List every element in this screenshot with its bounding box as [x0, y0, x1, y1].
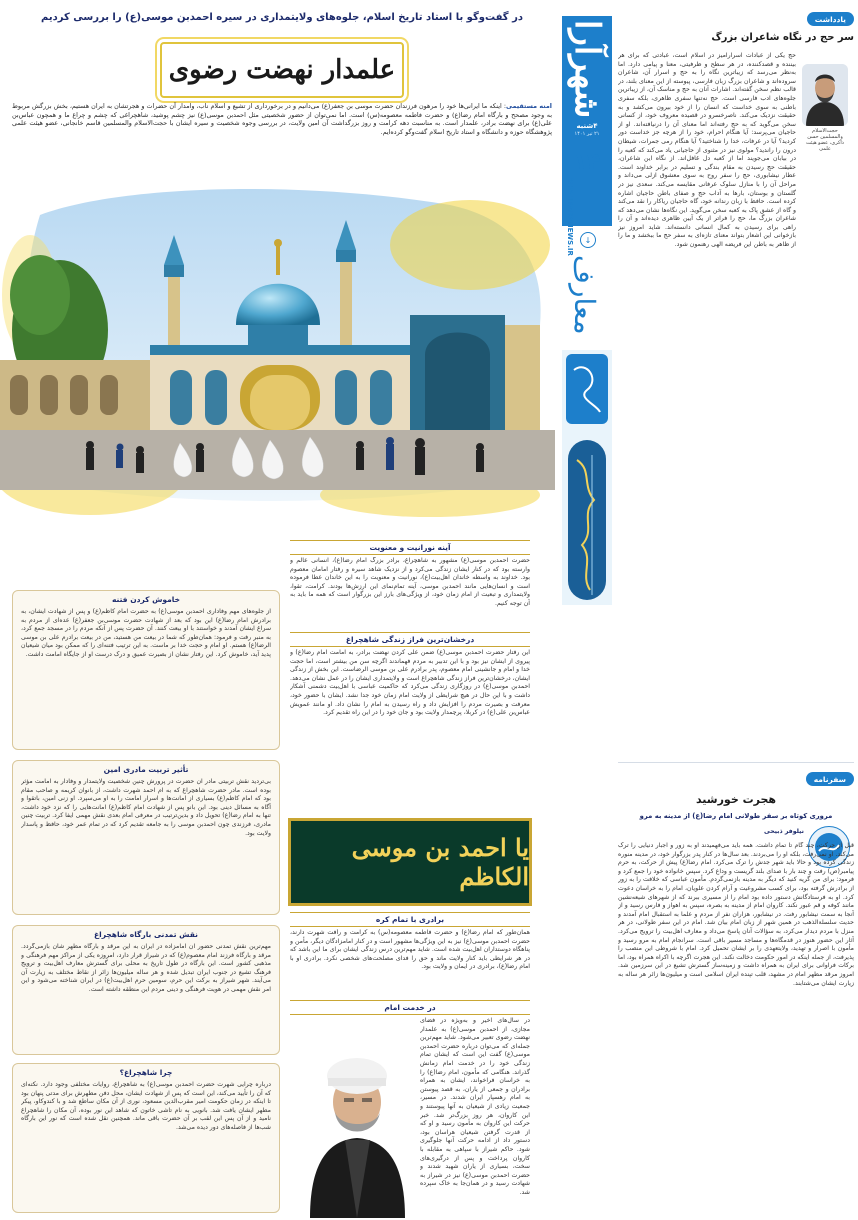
- shrine-photo: [0, 175, 555, 520]
- section-silence-title: خاموش کردن فتنه: [112, 595, 180, 604]
- section-brotherhood-text: همان‌طور که امام رضا(ع) و حضرت فاطمه معصومه(س) به کرامت و رأفت شهرت دارند، حضرت احمدبن موسی(ع) نیز به این ویژگی‌ها مشهور است و در کنار امامزادگان دیگر، مأمن و پناهگاه دوستداران اهل‌بیت شده است. شاید مهم‌ترین درس زندگی ایشان برای ما این باشد که در هر شرایطی باید کنار ولایت ماند و حق را فدای مصلحت‌های شخصی نکرد. برادری او با امام رضا(ع)، برادری در ایمان و ولایت بود.: [290, 929, 530, 971]
- section-why-name-text: درباره چرایی شهرت حضرت احمدبن موسی(ع) به شاهچراغ، روایات مختلفی وجود دارد. نکته‌ای که آن را تأیید می‌کند، این است که پس از شهادت ایشان، محل دفن مطهرش برای مدتی پنهان بود تا اینکه در زمان حکومت امیر مقرب‌الدین مسعود، نوری از آن مکان ساطع شد و با کندوکاو، پیکر مطهر ایشان یافت شد. بانویی به نام تاشی خاتون که شاهد این نور بوده، آن مکان را شاهچراغ نامید و از آن پس این لقب بر آن حضرت باقی ماند. همچنین نقل شده است که نور این بارگاه شب‌ها از فاصله‌های دور دیده می‌شد.: [21, 1081, 271, 1131]
- banner-text: یا احمد بن موسی الکاظم: [351, 833, 529, 891]
- section-upbringing-title: تأثیر تربیت مادری امین: [103, 765, 189, 774]
- note-text: حج یکی از عبادات اسرارآمیز در اسلام است، عبادتی که برای هر بیننده و قصدکننده، در هر سطح و ظرفیتی، معنا و پیامی دارد. اما به‌نظر می‌رسد که زیباترین نگاه را به حج و اسرار آن، شاعران سروده‌اند و شاعران بزرگ زبان فارسی، پیوسته از این معنای بلند، در قالب نظم سخن گفته‌اند. اشارات آنان به حج و مناسک آن، از زیباترین جلوه‌های ادب فارسی است. حج نه‌تنها سفری ظاهری، بلکه سفری باطنی به سوی خداست که انسان را از خود بیرون می‌کشد و به حقیقت نزدیک می‌کند. ناصرخسرو در قصیده معروف خود، از کسانی سخن می‌گوید که به حج رفته‌اند اما معنای آن را درنیافته‌اند. او از حاجیان می‌پرسد: آیا هنگام احرام، خود را از هرچه جز خداست دور کردید؟ آیا در عرفات، خدا را شناختید؟ آیا هنگام رمی جمرات، شیطان درون را راندید؟ مولوی نیز در مثنوی از حاجیانی یاد می‌کند که کعبه را در بیابان می‌جویند اما از کعبه دل غافل‌اند. از نگاه این شاعران، حقیقت حج رسیدن به مقام بندگی و تسلیم در برابر خداوند است. عطار نیشابوری، حج را سفر روح به سوی معشوق ازلی می‌داند و مراحل آن را با منازل سلوک عرفانی مقایسه می‌کند. سعدی نیز در گلستان و بوستان، بارها به آداب حج و صفای باطن حاجیان اشاره کرده است. حافظ با زبان رندانه خود، گاه حاجیان ریاکار را نقد می‌کند و گاه از عشق پاک به کعبه سخن می‌گوید. این نگاه‌ها نشان می‌دهد که شاعران بزرگ ما، حج را فراتر از یک آیین ظاهری دیده‌اند و آن را راهی برای رسیدن به کمال انسانی دانسته‌اند. شاید امروز نیز بازخوانی این اشعار بتواند معنای تازه‌ای به سفر حج ما ببخشد و ما را از ظاهر به باطن این فریضه الهی رهنمون شود.: [618, 52, 796, 249]
- section-brotherhood-title: برادری با تمام کره: [290, 912, 530, 927]
- lead-text: اینکه ما ایرانی‌ها خود را مرهون فرزندان حضرت موسی بن جعفر(ع) می‌دانیم و در برخورداری از تشیع و اسلام ناب، وامدار آن حضرات و هجرتشان به ایران هستیم، بخش بزرگش مربوط به وجود مصحح و بارگاه امام رضا(ع) و حضرت فاطمه معصومه(س) است. اما نمی‌توان از حضور شخصیتی مثل احمدبن موسی(ع) نیز چشم پوشید، شاهچراغی که چشم و چراغ ما و همچون عباس‌بن علی(ع) برای نهضت برادر، علمدار است. به مناسبت دهه کرامت و روز بزرگداشت آن امین ولایت، در بررسی وجوه شخصیت و سیره ایشان با حجت‌الاسلام والمسلمین قاسم خانجانی، عضو هیئت علمی پژوهشگاه حوزه و دانشگاه و استاد تاریخ اسلام گفت‌وگو کرده‌ایم.: [12, 102, 552, 136]
- masthead-date: ۲۱ تیر ۱۴۰۱: [574, 131, 600, 137]
- masthead-day: ۴شنبه: [576, 122, 598, 130]
- headline-frame: [160, 42, 404, 98]
- section-shining-text: این رفتار حضرت احمدبن موسی(ع) ضمن علی کردن نهضت برادر، به امامت امام رضا(ع) و پیروی از ایشان نیز بود و با این تدبیر به مردم فهماندند اگرچه سن من بیشتر است، اما حجت خدا و امام و جانشینی امام معصوم، پدر برادرم علی بن موسی الرضاست. این بخش از زندگی ایشان، درخشان‌ترین فراز زندگی شاهچراغ است و ولایتمداری ایشان را در عمل نشان می‌دهد. احمدبن موسی(ع) در روزگاری زندگی می‌کرد که حاکمیت عباسی با اهل‌بیت دشمنی آشکار داشت و با این حال در هیچ شرایطی از ولایت امام زمان خود جدا نشد. ایشان با حضور خود، معرفت و بصیرت مردم را افزایش داد و راه رسیدن به امام را نشان داد. او مانند عمویش عباس‌بن علی(ع) در کربلا، پرچمدار ولایت بود و جان خود را در این راه تقدیم کرد.: [290, 649, 530, 717]
- masthead-name: شهرآرا: [567, 20, 607, 119]
- website: SHAHRARANEWS.IR: [566, 178, 574, 256]
- article-headline: علمدار نهضت رضوی: [168, 55, 396, 85]
- travel-subtitle: مروری کوتاه بر سفر طولانی امام رضا(ع) از مدینه به مرو: [639, 812, 833, 820]
- section-name: معارف: [568, 255, 601, 335]
- note-author-photo: [802, 64, 848, 126]
- box-why-name: [12, 1063, 280, 1213]
- calligraphy-banner: [288, 818, 532, 906]
- section-mirror-title: آینه نورانیت و معنویت: [290, 540, 530, 555]
- masthead-strip: [562, 0, 612, 1220]
- note-title: سر حج در نگاه شاعران بزرگ: [711, 32, 854, 43]
- cleric-portrait: [300, 1040, 415, 1218]
- box-silence: [12, 590, 280, 750]
- article-lead: امنه مستقیمی: اینکه ما ایرانی‌ها خود را مرهون فرزندان حضرت موسی بن جعفر(ع) می‌دانیم و در برخورداری از تشیع و اسلام ناب، وامدار آن حضرات و هجرتشان به ایران هستیم، بخش بزرگش مربوط به وجود مصحح و بارگاه امام رضا(ع) و حضرت فاطمه معصومه(س) است. اما نمی‌توان از حضور شخصیتی مثل احمدبن موسی(ع) نیز چشم پوشید، شاهچراغی که چشم و چراغ ما و همچون عباس‌بن علی(ع) برای نهضت برادر، علمدار است. به مناسبت دهه کرامت و روز بزرگداشت آن امین ولایت، در بررسی وجوه شخصیت و سیره ایشان با حجت‌الاسلام والمسلمین قاسم خانجانی، عضو هیئت علمی پژوهشگاه حوزه و دانشگاه و استاد تاریخ اسلام گفت‌وگو کرده‌ایم.: [12, 102, 552, 136]
- lead-author: امنه مستقیمی: [506, 102, 552, 110]
- page-number: ۱۴: [573, 150, 601, 175]
- sidebar-divider: [618, 762, 854, 763]
- article-kicker: در گفت‌وگو با استاد تاریخ اسلام، جلوه‌های ولایتمداری در سیره احمدبن موسی(ع) را بررسی کردیم: [41, 12, 523, 23]
- section-civilization-text: مهم‌ترین نقش تمدنی حضور آن امامزاده در ایران به این مرقد و بارگاه مطهر شان بازمی‌گردد. مرقد و بارگاه فرزند امام معصوم(ع) که در شیراز قرار دارد، امروزه یکی از مراکز مهم فرهنگی و مذهبی کشور است. این بارگاه در طول تاریخ به محلی برای گسترش معارف اهل‌بیت و ترویج فرهنگ تشیع در جنوب ایران تبدیل شده و هر ساله میلیون‌ها زائر از نقاط مختلف به زیارت آن می‌آیند. شهر شیراز به برکت این حرم، سومین حرم اهل‌بیت(ع) در ایران شناخته می‌شود و این امر نقش مهمی در هویت فرهنگی و دینی مردم این منطقه داشته است.: [21, 943, 271, 993]
- travel-title: هجرت خورشید: [695, 793, 777, 806]
- masthead-date-box: [562, 118, 612, 139]
- section-service-text: در سال‌های اخیر و به‌ویژه در فضای مجازی، از احمدبن موسی(ع) به علمدار نهضت رضوی تعبیر می‌شود. شاید مهم‌ترین جمله‌ای که می‌توان درباره حضرت احمدبن موسی(ع) گفت این است که ایشان تمام زندگی خود را در خدمت امام زمانش گذراند. هنگامی که مأمون، امام رضا(ع) را به خراسان فراخواند، ایشان به همراه برادران و جمعی از یاران، به قصد پیوستن به امام رهسپار ایران شدند. در مسیر، جمعیت زیادی از شیعیان به آنها پیوستند و این کاروان، هر روز بزرگ‌تر شد. خبر حرکت این کاروان به مأمون رسید و او که از قدرت گرفتن شیعیان هراسان بود، دستور داد از ادامه حرکت آنها جلوگیری شود. حاکم شیراز با سپاهی به مقابله با کاروان پرداخت و پس از درگیری‌های سخت، بسیاری از یاران شهید شدند و حضرت احمدبن موسی(ع) نیز در شیراز به شهادت رسید و در همان‌جا به خاک سپرده شد.: [420, 1017, 530, 1196]
- section-shining-title: درخشان‌ترین فراز زندگی شاهچراغ: [290, 632, 530, 647]
- box-civilization: [12, 925, 280, 1055]
- note-tag: یادداشت: [807, 12, 854, 26]
- box-upbringing: [12, 760, 280, 915]
- section-why-name-title: چرا شاهچراغ؟: [119, 1068, 173, 1077]
- section-civilization-title: نقش تمدنی بارگاه شاهچراغ: [94, 930, 198, 939]
- section-mirror-text: حضرت احمدبن موسی(ع) مشهور به شاهچراغ، برادر بزرگ امام رضا(ع)، انسانی عالم و وارسته بود که در کنار ایشان زندگی می‌کرد و از نزدیک شاهد سیره و رفتار امامان معصوم بود. خداوند به واسطه خاندان اهل‌بیت(ع)، نورانیت و معنویت را به این خاندان عطا فرموده است و انسان‌هایی مانند احمدبن موسی، آینه تمام‌نمای این ارزش‌ها بودند. کرامت، تقوا، ولایتمداری و تبعیت از امام زمان خود، از ویژگی‌های بارز این بزرگوار است که همه ما باید به آن توجه کنیم.: [290, 557, 530, 607]
- section-service-title: در خدمت امام: [290, 1000, 530, 1015]
- section-silence-text: از جلوه‌های مهم وفاداری احمدبن موسی(ع) به حضرت امام کاظم(ع) و پس از شهادت ایشان، به برادرش امام رضا(ع) این بود که بعد از شهادت حضرت موسی‌بن جعفر(ع) عده‌ای از مردم به سراغ ایشان آمدند و خواستند با او بیعت کنند. آن حضرت پس از آنکه مردم را در مسجد جمع کرد، به منبر رفت و فرمود: همان‌طور که شما در بیعت من هستید، من در بیعت برادرم علی بن موسی الرضا(ع) هستم. او امام و حجت خدا بر ماست. به این ترتیب فتنه‌ای را که ممکن بود میان شیعیان پدید آید، خاموش کرد. این رفتار نشان از بصیرت عمیق و درک درست او از جایگاه امامت داشت.: [21, 608, 271, 658]
- travel-author: نیلوفر ذبیحی: [763, 828, 804, 835]
- travel-text: قبل از حرکت، چند گام تا تمام داشت. همه باید می‌فهمیدند او به زور و اجبار دنیایی را ترک می‌کند. او نمی‌رفت، بلکه او را می‌بردند. بعد سال‌ها در کنار پدر بزرگوار خود، در مدینه منوره زندگی کرده بود و حالا باید شهر جدش را ترک می‌کرد. امام رضا(ع) پیش از حرکت، به حرم پیامبر(ص) رفت و چند بار با صدای بلند گریست و وداع کرد. سپس خانواده خود را جمع کرد و فرمود: برای من گریه کنید که دیگر به مدینه بازنمی‌گردم. مأمون عباسی که خلافت را به زور از برادرش گرفته بود، برای کسب مشروعیت و آرام کردن علویان، امام را به خراسان دعوت کرد. او به فرستادگانش دستور داده بود امام را از مسیری ببرند که از شهرهای شیعه‌نشین مانند کوفه و قم عبور نکند. کاروان امام از مدینه به بصره، سپس به اهواز و فارس رسید و از آنجا به سمت نیشابور رفت. در نیشابور، هزاران نفر از مردم و علما به استقبال امام آمدند و حدیث سلسلة‌الذهب در همین شهر از زبان امام بیان شد. امام در این سفر طولانی، در هر منزل با مردم دیدار می‌کرد، به سؤالات آنان پاسخ می‌داد و معارف اهل‌بیت را ترویج می‌کرد. آثار این حضور هنوز در قدمگاه‌ها و مساجد مسیر باقی است. سرانجام امام به مرو رسید و مأمون با اصرار و تهدید، ولایتعهدی را بر ایشان تحمیل کرد. امام با شروطی این منصب را پذیرفت، از جمله اینکه در امور حکومت دخالت نکند. این هجرت اگرچه با اکراه همراه بود، اما برکات فراوانی برای ایران به همراه داشت و زمینه‌ساز گسترش تشیع در این سرزمین شد. امروز مرقد مطهر امام در مشهد، قلب تپنده ایران اسلامی است و میلیون‌ها زائر هر ساله به زیارت ایشان می‌شتابند.: [618, 842, 854, 987]
- section-upbringing-text: بی‌تردید نقش تربیتی مادر آن حضرت در پرورش چنین شخصیت ولایتمدار و وفادار به امامت مؤثر بوده است. مادر حضرت شاهچراغ که به ام احمد شهرت داشت، از بانوان کریمه و صاحب مقام بود که امام کاظم(ع) بسیاری از امانت‌ها و اسرار امامت را به او می‌سپرد. او زنی امین، باتقوا و آگاه به مسائل دینی بود. این بانو پس از شهادت امام کاظم(ع) امانت‌هایی را که نزد خود داشت، تنها به امام رضا(ع) تحویل داد و بدین‌ترتیب در معرفی امام بعدی نقش مهمی ایفا کرد. تربیت چنین مادری، فرزندی چون احمدبن موسی را به جامعه تقدیم کرد که در تمام عمر خود، حافظ و پاسدار ولایت بود.: [21, 778, 271, 837]
- travel-tag: سفرنامه: [806, 772, 854, 786]
- note-author: حجت‌الاسلام والمسلمین حسن ذاکری، عضو هیئت علمی: [806, 128, 844, 152]
- arrow-down-icon: ↓: [580, 232, 596, 248]
- sidebar: [618, 0, 854, 1220]
- calligraphy-panel: [562, 350, 612, 605]
